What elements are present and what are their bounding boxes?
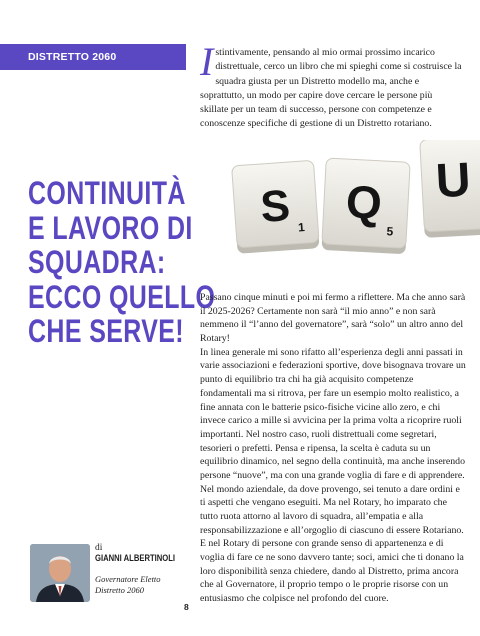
author-role-line: Distretto 2060 — [95, 584, 145, 595]
page-number: 8 — [184, 602, 189, 612]
tile-s — [232, 160, 320, 254]
tile-score: 1 — [297, 220, 306, 235]
headline-line: E LAVORO DI — [28, 209, 193, 246]
tile-u — [420, 140, 480, 238]
author-name: GIANNI ALBERTINOLI — [95, 553, 176, 563]
tile-letter: S — [258, 181, 292, 233]
byline-prefix: di — [95, 543, 103, 553]
body-paragraph: Passano cinque minuti e poi mi fermo a riflettere. Ma che anno sarà il 2025-2026? Certamente non sarà “il mio anno” e non sarà nemmeno il “l’anno del governatore”, sarà “solo” un altro anno del Rotary! — [200, 292, 466, 345]
drop-cap: I — [200, 39, 214, 84]
tile-letter: Q — [344, 175, 384, 229]
tile-q — [321, 158, 410, 254]
intro-text: stintivamente, pensando al mio ormai prossimo incarico distrettuale, cerco un libro che mi spieghi come si costruisce la squadra giusta per un Distretto modello ma, anche e soprattutto, un modo per capire dove cercare le persone più skillate per un team di successo, persone con competenze e conoscenze specifiche di gestione di un Distretto rotariano. — [200, 47, 462, 130]
letter-tiles-image — [214, 140, 480, 288]
headline-line: CONTINUITÀ — [28, 175, 186, 211]
body-paragraph: Nel mondo aziendale, da dove provengo, sei tenuto a dare ordini e ti aspetti che vengano eseguiti. Ma nel Rotary, ho imparato che tutto ruota attorno al lavoro di squadra, all’empatia e alla responsabilizzazione e all’orgoglio di ciascuno di essere Rotariano. E nel Rotary di persone con grande senso di appartenenza e di voglia di fare ce ne sono davvero tante; soci, amici che ti donano la loro disponibilità senza chiedere, dando al Distretto, prima ancora che al Governatore, il proprio tempo o le proprie risorse con un entusiasmo che colpisce nel profondo del cuore. — [200, 483, 464, 605]
author-role-line: Governatore Eletto — [95, 574, 161, 584]
intro-paragraph — [200, 39, 462, 132]
article-body — [200, 291, 466, 606]
section-label: DISTRETTO 2060 — [0, 44, 186, 70]
body-paragraph: In linea generale mi sono rifatto all’esperienza degli anni passati in varie associazioni e federazioni sportive, dove bisognava trovare un punto di equilibrio tra chi ha già acquisito competenze fondamentali ma si ritrova, per fare un esempio molto realistico, a fine annata con le batterie psico-fisiche vicine allo zero, e chi invece carico a mille si avvicina per la prima volta a ricoprire ruoli importanti. Nel nostro caso, ruoli distrettuali come segretari, tesorieri o prefetti. Pensa e ripensa, la scelta è caduta su un equilibrio dinamico, nel segno della continuità, ma anche inserendo persone “nuove”, ma con una grande voglia di fare e di apprendere. — [200, 346, 466, 481]
article-headline — [28, 175, 216, 349]
headline-line: SQUADRA: — [28, 244, 166, 280]
headline-line: CHE SERVE! — [28, 313, 185, 349]
tile-score: 5 — [386, 224, 394, 239]
tile-letter: U — [434, 153, 472, 209]
headline-line: ECCO QUELLO — [28, 278, 216, 315]
author-photo — [30, 544, 90, 602]
author-role — [95, 574, 161, 595]
